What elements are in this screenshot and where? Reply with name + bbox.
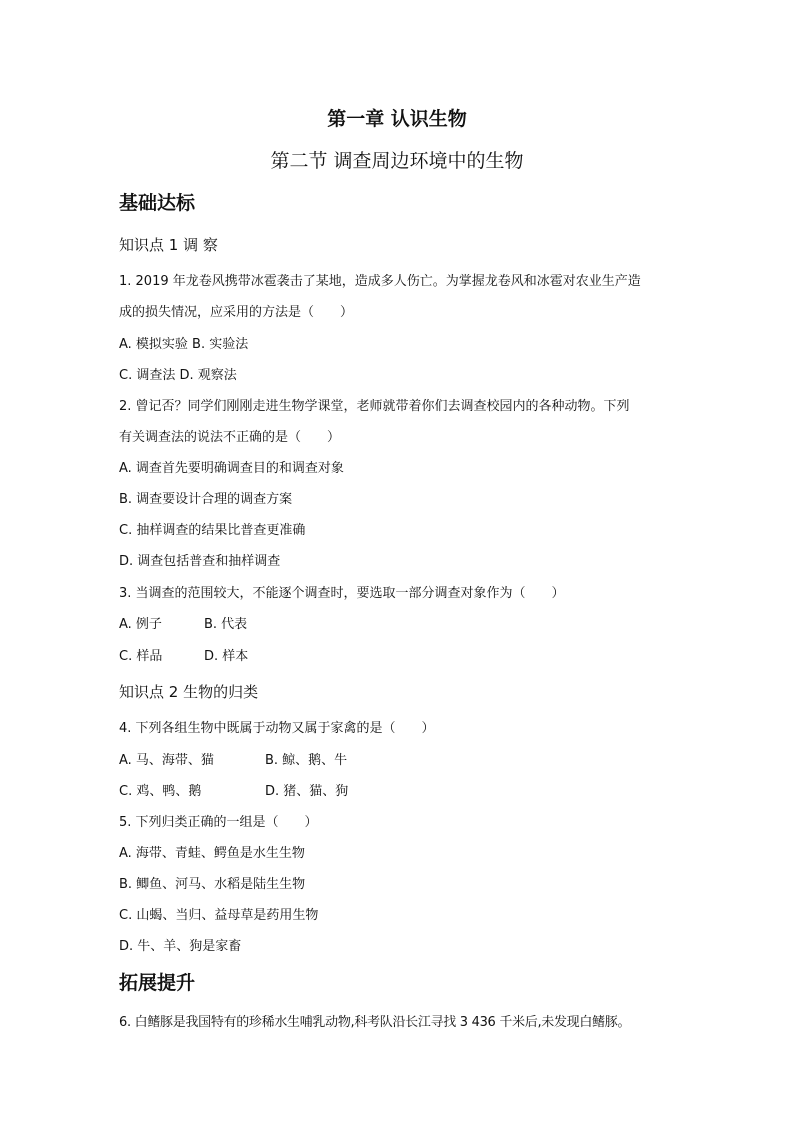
q5-option-c: C. 山蝎、当归、益母草是药用生物 — [119, 908, 319, 923]
q4-option-b: B. 鲸、鹅、牛 — [265, 753, 348, 768]
q6-line1: 6. 白鳍豚是我国特有的珍稀水生哺乳动物,科考队沿长江寻找 3 436 千米后,未发现白鳍豚。 — [119, 1015, 631, 1030]
q4-stem: 4. 下列各组生物中既属于动物又属于家禽的是（ ） — [119, 721, 435, 736]
q1-line1: 1. 2019 年龙卷风携带冰雹袭击了某地，造成多人伤亡。为掌握龙卷风和冰雹对农业生产造 — [119, 274, 641, 289]
q3-stem: 3. 当调查的范围较大，不能逐个调查时，要选取一部分调查对象作为（ ） — [119, 586, 565, 601]
q4-option-a: A. 马、海带、猫 — [119, 753, 214, 768]
q1-options-cd: C. 调查法 D. 观察法 — [119, 368, 237, 383]
q4-option-d: D. 猪、猫、狗 — [265, 784, 349, 799]
q3-option-c: C. 样品 — [119, 649, 163, 664]
basic-heading: 基础达标 — [119, 192, 196, 214]
q2-line2: 有关调查法的说法不正确的是（ ） — [119, 430, 341, 445]
q5-option-d: D. 牛、羊、狗是家畜 — [119, 939, 242, 954]
q4-option-c: C. 鸡、鸭、鹅 — [119, 784, 202, 799]
q3-option-b: B. 代表 — [204, 617, 248, 632]
q2-option-c: C. 抽样调查的结果比普查更准确 — [119, 523, 306, 538]
q2-option-b: B. 调查要设计合理的调查方案 — [119, 492, 293, 507]
q5-option-a: A. 海带、青蛙、鳄鱼是水生生物 — [119, 846, 305, 861]
q1-options-ab: A. 模拟实验 B. 实验法 — [119, 337, 249, 352]
q2-option-a: A. 调查首先要明确调查目的和调查对象 — [119, 461, 344, 476]
q5-stem: 5. 下列归类正确的一组是（ ） — [119, 815, 318, 830]
q2-line1: 2. 曾记否？同学们刚刚走进生物学课堂，老师就带着你们去调查校园内的各种动物。下列 — [119, 399, 630, 414]
chapter-title: 第一章 认识生物 — [327, 108, 467, 130]
q2-option-d: D. 调查包括普查和抽样调查 — [119, 554, 281, 569]
q1-line2: 成的损失情况，应采用的方法是（ ） — [119, 305, 354, 320]
q3-option-d: D. 样本 — [204, 649, 249, 664]
knowledge-point-1: 知识点 1 调 察 — [119, 236, 218, 254]
q5-option-b: B. 鲫鱼、河马、水稻是陆生生物 — [119, 877, 306, 892]
extension-heading: 拓展提升 — [119, 972, 196, 994]
section-title: 第二节 调查周边环境中的生物 — [270, 150, 524, 172]
q3-option-a: A. 例子 — [119, 617, 162, 632]
knowledge-point-2: 知识点 2 生物的归类 — [119, 683, 259, 701]
